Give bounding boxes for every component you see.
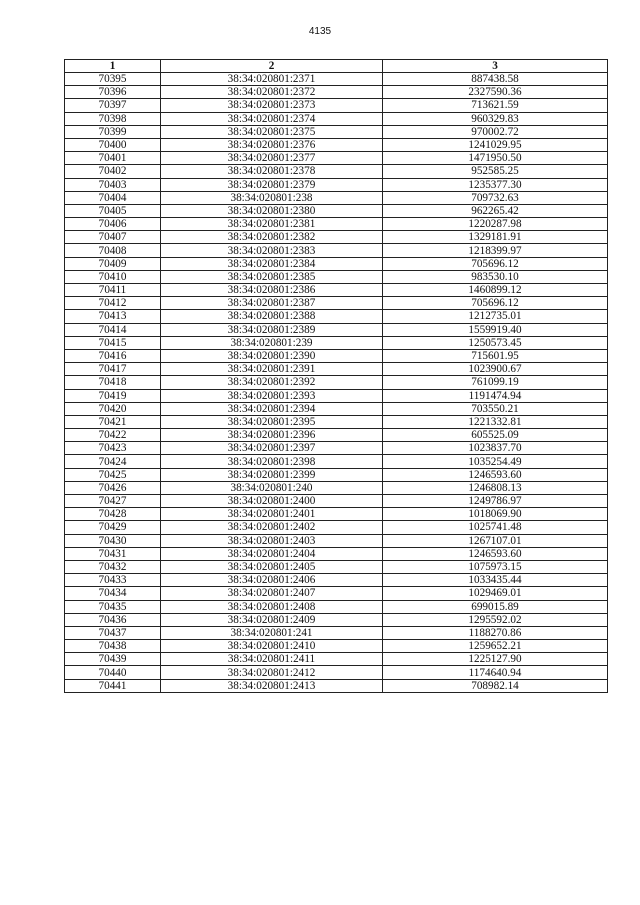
cadastral-number-cell: 38:34:020801:2412: [161, 666, 383, 679]
row-number-cell: 70419: [65, 389, 161, 402]
cadastral-number-cell: 38:34:020801:2390: [161, 349, 383, 362]
cadastral-number-cell: 38:34:020801:2411: [161, 653, 383, 666]
table-row: [65, 297, 608, 310]
cadastral-number-cell: 38:34:020801:2408: [161, 600, 383, 613]
row-number-cell: 70440: [65, 666, 161, 679]
row-number-cell: 70430: [65, 534, 161, 547]
cadastral-value-cell: 1246808.13: [383, 481, 608, 494]
cadastral-value-cell: 1220287.98: [383, 218, 608, 231]
table-row: [65, 231, 608, 244]
row-number-cell: 70427: [65, 495, 161, 508]
cadastral-value-cell: 1460899.12: [383, 284, 608, 297]
table-row: [65, 402, 608, 415]
row-number-cell: 70405: [65, 204, 161, 217]
cadastral-number-cell: 38:34:020801:2406: [161, 574, 383, 587]
row-number-cell: 70416: [65, 349, 161, 362]
table-row: [65, 640, 608, 653]
table-row: [65, 244, 608, 257]
cadastral-value-cell: 1225127.90: [383, 653, 608, 666]
table-row: [65, 376, 608, 389]
row-number-cell: 70431: [65, 547, 161, 560]
table-row: [65, 323, 608, 336]
cadastral-value-cell: 1267107.01: [383, 534, 608, 547]
row-number-cell: 70402: [65, 165, 161, 178]
row-number-cell: 70437: [65, 626, 161, 639]
table-row: [65, 125, 608, 138]
cadastral-number-cell: 38:34:020801:2394: [161, 402, 383, 415]
table-header: [65, 60, 608, 73]
cadastral-value-cell: 1259652.21: [383, 640, 608, 653]
row-number-cell: 70424: [65, 455, 161, 468]
cadastral-number-cell: 38:34:020801:2381: [161, 218, 383, 231]
cadastral-value-cell: 960329.83: [383, 112, 608, 125]
cadastral-value-cell: 1235377.30: [383, 178, 608, 191]
cadastral-number-cell: 38:34:020801:2380: [161, 204, 383, 217]
cadastral-number-cell: 38:34:020801:2377: [161, 152, 383, 165]
table-row: [65, 481, 608, 494]
table-row: [65, 389, 608, 402]
table-row: [65, 349, 608, 362]
row-number-cell: 70413: [65, 310, 161, 323]
table-row: [65, 574, 608, 587]
cadastral-value-cell: 1025741.48: [383, 521, 608, 534]
cadastral-value-cell: 699015.89: [383, 600, 608, 613]
cadastral-value-cell: 1029469.01: [383, 587, 608, 600]
row-number-cell: 70417: [65, 363, 161, 376]
row-number-cell: 70396: [65, 86, 161, 99]
cadastral-number-cell: 38:34:020801:241: [161, 626, 383, 639]
cadastral-value-cell: 715601.95: [383, 349, 608, 362]
cadastral-number-cell: 38:34:020801:2387: [161, 297, 383, 310]
cadastral-number-cell: 38:34:020801:2378: [161, 165, 383, 178]
cadastral-number-cell: 38:34:020801:2384: [161, 257, 383, 270]
table-row: [65, 600, 608, 613]
row-number-cell: 70408: [65, 244, 161, 257]
header-row: [65, 60, 608, 73]
cadastral-number-cell: 38:34:020801:2397: [161, 442, 383, 455]
row-number-cell: 70400: [65, 138, 161, 151]
cadastral-number-cell: 38:34:020801:2396: [161, 429, 383, 442]
cadastral-value-cell: 708982.14: [383, 679, 608, 692]
table-row: [65, 152, 608, 165]
table-row: [65, 587, 608, 600]
table-row: [65, 521, 608, 534]
row-number-cell: 70420: [65, 402, 161, 415]
row-number-cell: 70428: [65, 508, 161, 521]
column-header-3: 3: [383, 60, 608, 73]
table-row: [65, 468, 608, 481]
table-row: [65, 429, 608, 442]
row-number-cell: 70415: [65, 336, 161, 349]
cadastral-value-cell: 2327590.36: [383, 86, 608, 99]
cadastral-value-cell: 705696.12: [383, 257, 608, 270]
cadastral-number-cell: 38:34:020801:2407: [161, 587, 383, 600]
cadastral-number-cell: 38:34:020801:2388: [161, 310, 383, 323]
row-number-cell: 70441: [65, 679, 161, 692]
cadastral-number-cell: 38:34:020801:2389: [161, 323, 383, 336]
cadastral-value-cell: 1221332.81: [383, 415, 608, 428]
row-number-cell: 70425: [65, 468, 161, 481]
cadastral-value-cell: 970002.72: [383, 125, 608, 138]
row-number-cell: 70395: [65, 73, 161, 86]
row-number-cell: 70433: [65, 574, 161, 587]
row-number-cell: 70435: [65, 600, 161, 613]
cadastral-number-cell: 38:34:020801:2410: [161, 640, 383, 653]
cadastral-number-cell: 38:34:020801:2386: [161, 284, 383, 297]
cadastral-number-cell: 38:34:020801:2371: [161, 73, 383, 86]
row-number-cell: 70401: [65, 152, 161, 165]
table-row: [65, 534, 608, 547]
column-header-2: 2: [161, 60, 383, 73]
cadastral-value-cell: 1018069.90: [383, 508, 608, 521]
row-number-cell: 70439: [65, 653, 161, 666]
cadastral-number-cell: 38:34:020801:2399: [161, 468, 383, 481]
table-row: [65, 165, 608, 178]
row-number-cell: 70429: [65, 521, 161, 534]
row-number-cell: 70436: [65, 613, 161, 626]
cadastral-value-cell: 887438.58: [383, 73, 608, 86]
table-row: [65, 626, 608, 639]
table-row: [65, 73, 608, 86]
cadastral-value-cell: 1188270.86: [383, 626, 608, 639]
cadastral-number-cell: 38:34:020801:2400: [161, 495, 383, 508]
row-number-cell: 70397: [65, 99, 161, 112]
table-row: [65, 455, 608, 468]
cadastral-number-cell: 38:34:020801:2401: [161, 508, 383, 521]
cadastral-number-cell: 38:34:020801:2376: [161, 138, 383, 151]
cadastral-value-table: [64, 59, 608, 693]
cadastral-value-cell: 705696.12: [383, 297, 608, 310]
cadastral-value-cell: 1075973.15: [383, 560, 608, 573]
cadastral-number-cell: 38:34:020801:2395: [161, 415, 383, 428]
row-number-cell: 70407: [65, 231, 161, 244]
cadastral-number-cell: 38:34:020801:2405: [161, 560, 383, 573]
row-number-cell: 70426: [65, 481, 161, 494]
row-number-cell: 70414: [65, 323, 161, 336]
cadastral-value-cell: 1246593.60: [383, 547, 608, 560]
cadastral-value-cell: 1033435.44: [383, 574, 608, 587]
cadastral-value-cell: 1023900.67: [383, 363, 608, 376]
row-number-cell: 70409: [65, 257, 161, 270]
row-number-cell: 70399: [65, 125, 161, 138]
cadastral-value-cell: 983530.10: [383, 270, 608, 283]
cadastral-value-cell: 761099.19: [383, 376, 608, 389]
cadastral-number-cell: 38:34:020801:2398: [161, 455, 383, 468]
table-row: [65, 547, 608, 560]
row-number-cell: 70432: [65, 560, 161, 573]
cadastral-number-cell: 38:34:020801:240: [161, 481, 383, 494]
row-number-cell: 70421: [65, 415, 161, 428]
cadastral-value-cell: 1249786.97: [383, 495, 608, 508]
cadastral-value-cell: 703550.21: [383, 402, 608, 415]
row-number-cell: 70406: [65, 218, 161, 231]
cadastral-value-cell: 1246593.60: [383, 468, 608, 481]
row-number-cell: 70411: [65, 284, 161, 297]
cadastral-number-cell: 38:34:020801:238: [161, 191, 383, 204]
cadastral-value-cell: 713621.59: [383, 99, 608, 112]
table-row: [65, 508, 608, 521]
cadastral-value-cell: 1023837.70: [383, 442, 608, 455]
table-row: [65, 679, 608, 692]
table-row: [65, 270, 608, 283]
cadastral-value-cell: 1559919.40: [383, 323, 608, 336]
cadastral-value-cell: 1212735.01: [383, 310, 608, 323]
cadastral-number-cell: 38:34:020801:2379: [161, 178, 383, 191]
table-row: [65, 363, 608, 376]
cadastral-value-cell: 1329181.91: [383, 231, 608, 244]
cadastral-number-cell: 38:34:020801:2375: [161, 125, 383, 138]
cadastral-number-cell: 38:34:020801:2403: [161, 534, 383, 547]
table-body: [65, 73, 608, 693]
cadastral-value-cell: 605525.09: [383, 429, 608, 442]
table-row: [65, 99, 608, 112]
row-number-cell: 70403: [65, 178, 161, 191]
table-row: [65, 310, 608, 323]
table-row: [65, 257, 608, 270]
cadastral-value-cell: 1471950.50: [383, 152, 608, 165]
table-row: [65, 138, 608, 151]
cadastral-number-cell: 38:34:020801:2391: [161, 363, 383, 376]
table-row: [65, 613, 608, 626]
page-number: 4135: [308, 26, 332, 37]
cadastral-value-cell: 1218399.97: [383, 244, 608, 257]
cadastral-number-cell: 38:34:020801:2372: [161, 86, 383, 99]
cadastral-number-cell: 38:34:020801:2393: [161, 389, 383, 402]
table-row: [65, 442, 608, 455]
table-row: [65, 178, 608, 191]
row-number-cell: 70412: [65, 297, 161, 310]
table-row: [65, 86, 608, 99]
cadastral-number-cell: 38:34:020801:239: [161, 336, 383, 349]
cadastral-value-cell: 952585.25: [383, 165, 608, 178]
cadastral-number-cell: 38:34:020801:2413: [161, 679, 383, 692]
table-row: [65, 204, 608, 217]
cadastral-number-cell: 38:34:020801:2392: [161, 376, 383, 389]
table-row: [65, 112, 608, 125]
cadastral-number-cell: 38:34:020801:2409: [161, 613, 383, 626]
row-number-cell: 70423: [65, 442, 161, 455]
row-number-cell: 70422: [65, 429, 161, 442]
row-number-cell: 70410: [65, 270, 161, 283]
cadastral-number-cell: 38:34:020801:2402: [161, 521, 383, 534]
cadastral-value-cell: 1250573.45: [383, 336, 608, 349]
table-row: [65, 191, 608, 204]
table-row: [65, 218, 608, 231]
table-row: [65, 415, 608, 428]
cadastral-value-cell: 1191474.94: [383, 389, 608, 402]
cadastral-number-cell: 38:34:020801:2374: [161, 112, 383, 125]
cadastral-value-cell: 709732.63: [383, 191, 608, 204]
table-row: [65, 560, 608, 573]
cadastral-value-cell: 1295592.02: [383, 613, 608, 626]
cadastral-value-cell: 1241029.95: [383, 138, 608, 151]
table-row: [65, 284, 608, 297]
row-number-cell: 70418: [65, 376, 161, 389]
column-header-1: 1: [65, 60, 161, 73]
cadastral-number-cell: 38:34:020801:2383: [161, 244, 383, 257]
table-row: [65, 666, 608, 679]
cadastral-value-cell: 962265.42: [383, 204, 608, 217]
row-number-cell: 70398: [65, 112, 161, 125]
cadastral-value-cell: 1174640.94: [383, 666, 608, 679]
cadastral-number-cell: 38:34:020801:2382: [161, 231, 383, 244]
table-row: [65, 336, 608, 349]
row-number-cell: 70438: [65, 640, 161, 653]
cadastral-value-cell: 1035254.49: [383, 455, 608, 468]
table-row: [65, 653, 608, 666]
cadastral-number-cell: 38:34:020801:2385: [161, 270, 383, 283]
row-number-cell: 70404: [65, 191, 161, 204]
cadastral-number-cell: 38:34:020801:2373: [161, 99, 383, 112]
cadastral-number-cell: 38:34:020801:2404: [161, 547, 383, 560]
table-row: [65, 495, 608, 508]
row-number-cell: 70434: [65, 587, 161, 600]
